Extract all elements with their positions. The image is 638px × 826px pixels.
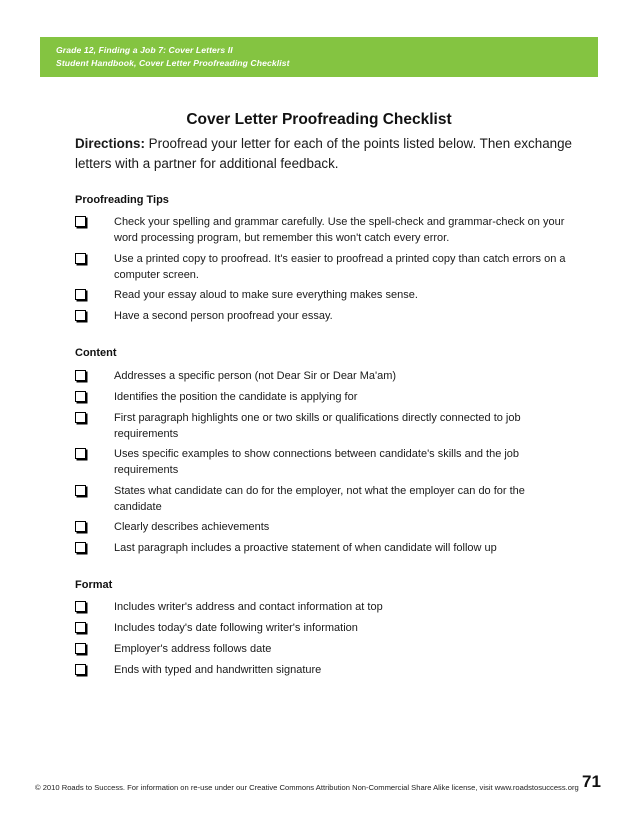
directions-paragraph	[75, 134, 575, 174]
checklist-item-text: Addresses a specific person (not Dear Sir or Dear Ma'am)	[114, 370, 397, 382]
checkbox-icon[interactable]	[75, 289, 86, 300]
checklist-item-text: Clearly describes achievements	[114, 521, 270, 533]
page-number: 71	[582, 772, 601, 791]
checkbox-icon[interactable]	[75, 391, 86, 402]
checklist-item-text: Have a second person proofread your essay.	[114, 310, 333, 322]
checkbox-icon[interactable]	[75, 310, 86, 321]
checkbox-icon[interactable]	[75, 448, 86, 459]
checkbox-icon[interactable]	[75, 521, 86, 532]
checkbox-icon[interactable]	[75, 370, 86, 381]
checklist-item-text: Includes writer's address and contact information at top	[114, 601, 383, 613]
checklist-item-text: States what candidate can do for the employer, not what the employer can do for the candidate	[114, 485, 525, 513]
checkbox-icon[interactable]	[75, 622, 86, 633]
checklist-item-text: First paragraph highlights one or two skills or qualifications directly connected to job requirements	[114, 412, 521, 440]
checklist-item-text: Use a printed copy to proofread. It's easier to proofread a printed copy than catch errors on a computer screen.	[114, 253, 566, 281]
directions-label: Directions:	[75, 136, 145, 151]
checkbox-icon[interactable]	[75, 664, 86, 675]
footer-copyright: © 2010 Roads to Success. For information on re-use under our Creative Commons Attribution Non-Commercial Share Alike license, visit www.roadstosuccess.org	[35, 783, 579, 792]
checkbox-icon[interactable]	[75, 643, 86, 654]
checklist-item-text: Includes today's date following writer's information	[114, 622, 358, 634]
checklist-item-text: Ends with typed and handwritten signature	[114, 664, 322, 676]
checklist-item-text: Read your essay aloud to make sure everything makes sense.	[114, 289, 418, 301]
section-heading-format: Format	[75, 579, 113, 591]
checklist-item-text: Identifies the position the candidate is applying for	[114, 391, 358, 403]
checklist-item-text: Check your spelling and grammar carefully. Use the spell-check and grammar-check on your word processing program, but remember this won't catch every error.	[114, 216, 565, 244]
checklist-item-text: Last paragraph includes a proactive statement of when candidate will follow up	[114, 542, 497, 554]
checkbox-icon[interactable]	[75, 253, 86, 264]
checkbox-icon[interactable]	[75, 542, 86, 553]
section-heading-proofreading-tips: Proofreading Tips	[75, 194, 169, 206]
header-course-line: Grade 12, Finding a Job 7: Cover Letters II	[56, 45, 233, 55]
checklist-item-text: Employer's address follows date	[114, 643, 272, 655]
section-heading-content: Content	[75, 347, 117, 359]
directions-text: Proofread your letter for each of the points listed below. Then exchange letters with a partner for additional feedback.	[75, 136, 572, 171]
checkbox-icon[interactable]	[75, 485, 86, 496]
checkbox-icon[interactable]	[75, 412, 86, 423]
checkbox-icon[interactable]	[75, 601, 86, 612]
header-banner	[40, 37, 598, 77]
checklist-item-text: Uses specific examples to show connections between candidate's skills and the job requirements	[114, 448, 520, 476]
page-title: Cover Letter Proofreading Checklist	[186, 111, 452, 128]
header-handbook-line: Student Handbook, Cover Letter Proofreading Checklist	[56, 58, 290, 68]
checkbox-icon[interactable]	[75, 216, 86, 227]
